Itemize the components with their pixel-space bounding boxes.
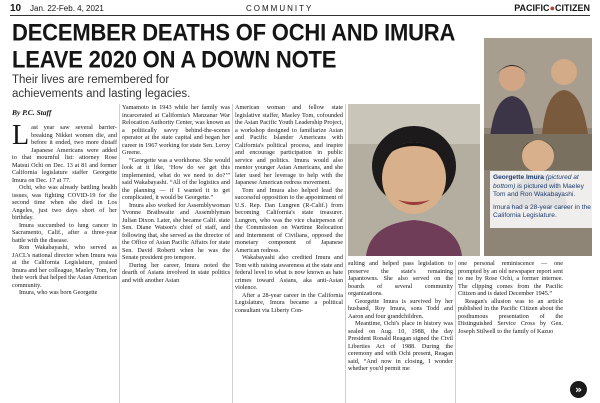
- paragraph: During her career, Imura noted the dearth of Asians involved in state politics and with another Asian: [122, 261, 230, 284]
- paragraph: Tom and Imura also helped lead the successful opposition to the appointment of U.S. Rep. Dan Lungren (R-Calif.) from becoming California's state treasurer. Lungren, who was the vice chairperson of the Commission on Wartime Relocation and Internment of Civilians, opposed the monetary component of Japanese American redress.: [235, 186, 343, 254]
- portrait-photo: [348, 104, 480, 256]
- paragraph: Imura also worked for Assemblywoman Yvonne Brathwaite and Assemblyman Julian Dixon. Later, she became Calif. state Sen. Diane Watson's chief of staff, and following that, she served as the director of the Office of Asian Pacific Affairs for state Sen. David Roberti when he was the Senate president pro tempore.: [122, 201, 230, 261]
- paragraph: After a 28-year career in the California Legislature, Imura became a political consultant via Liberty Con-: [235, 291, 343, 314]
- paragraph: Reagan's allusion was to an article published in the Pacific Citizen about the posthumous presentation of the Distinguished Service Cross by Gen. Joseph Stilwell to the family of Kazuo: [458, 297, 563, 335]
- paragraph: Yamamoto in 1943 while her family was incarcerated at California's Manzanar War Relocation Authority Center, was known as a politically savvy behind-the-scenes operator at the state capital and began her career in 1967 working for state Sen. Leroy Greene.: [122, 104, 230, 156]
- column-divider: [455, 260, 456, 403]
- header-rule: [10, 15, 590, 16]
- paragraph: one personal reminiscence — one prompted by an old newspaper report sent to me by Rose Ochi, a former internee. The clipping comes from the Pacific Citizen and is dated December 1945.”: [458, 260, 563, 297]
- paragraph: Imura succumbed to lung cancer in Sacramento, Calif., after a three-year battle with the disease.: [12, 221, 117, 244]
- caption-line-2: Imura had a 28-year career in the California Legislature.: [493, 203, 591, 219]
- section-label: COMMUNITY: [246, 4, 314, 13]
- issue-dates: Jan. 22-Feb. 4, 2021: [30, 4, 104, 13]
- deck: Their lives are remembered for achievements and lasting legacies.: [12, 74, 191, 100]
- publication-logo: [514, 3, 590, 13]
- column-divider: [232, 104, 233, 403]
- paragraph: Georgette Imura is survived by her husband, Roy Imura, sons Todd and Aaron and four grandchildren.: [348, 297, 453, 320]
- paragraph: sulting and helped pass legislation to preserve the state's remaining Japantowns. She also served on the boards of several community organizations.: [348, 260, 453, 297]
- paragraph: Wakabayashi also credited Imura and Tom with raising awareness at the state and federal level to what is now known as hate crimes toward Asians, aka anti-Asian violence.: [235, 254, 343, 291]
- article-column-4: [348, 260, 453, 403]
- headline-line-2: LEAVE 2020 ON A DOWN NOTE: [12, 46, 337, 73]
- paragraph: Ron Wakabayashi, who served as JACL's national director when Imura was at the California Legislature, praised Imura and her colleague, Maeley Tom, for their work that helped the Asian American community.: [12, 244, 117, 289]
- column-divider: [345, 104, 346, 403]
- article-column-2: [122, 104, 230, 403]
- publication-name: PACIFIC: [514, 3, 550, 13]
- paragraph: “Georgette was a workhorse. She would look at it like, ‘How do we get this implemented, what do we need to do?’” said Wakabayashi. “All of the logistics and the planning — if I wanted it to get complicated, it would be Georgette.”: [122, 156, 230, 201]
- headline-line-1: DECEMBER DEATHS OF OCHI AND IMURA: [12, 19, 456, 46]
- article-column-1: [12, 124, 117, 403]
- paragraph: Ochi, who was already battling health issues, was fighting COVID-19 for the second time when she died in Los Angeles, just two days short of her birthday.: [12, 184, 117, 221]
- paragraph: American woman and fellow state legislative staffer, Maeley Tom, cofounded the Asian Pacific Youth Leadership Project, a workshop designed to familiarize Asian and Pacific Islander Americans with California's political process, and inspire and encourage participation in public service and politics. Imura would also mentor younger Asian Americans, and she later used her leverage to help with the Japanese American redress movement.: [235, 104, 343, 186]
- publication-name-suffix: CITIZEN: [555, 3, 590, 13]
- logo-dot: ●: [549, 3, 555, 13]
- photo-caption: [490, 171, 596, 228]
- drop-cap: L: [12, 124, 30, 151]
- article-column-5: [458, 260, 563, 403]
- paragraph: Imura, who was born Georgette: [19, 289, 98, 296]
- paragraph: Last year saw several barrier-breaking Nikkei women die, and before it ended, two more distaff Japanese Americans were added to that mournful list: attorney Rose Matsui Ochi on Dec. 13 at 81 and former California legislature staffer Georgette Imura on Dec. 17 at 77.: [12, 124, 117, 184]
- page-number: 10: [10, 3, 22, 14]
- paragraph: Meantime, Ochi's place in history was sealed on Aug. 10, 1988, the day President Ronald Reagan signed the Civil Liberties Act of 1988. During the ceremony and with Ochi present, Reagan said, “And now in closing, I wonder whether you'd permit me: [348, 320, 453, 372]
- article-column-3: [235, 104, 343, 403]
- continue-arrow-icon[interactable]: »: [570, 381, 587, 398]
- masthead: [10, 4, 590, 14]
- column-divider: [119, 104, 120, 403]
- caption-line-1: Georgette Imura (pictured at bottom) is pictured with Maeley Tom and Ron Wakabayashi.: [493, 174, 584, 198]
- byline: By P.C. Staff: [12, 108, 52, 117]
